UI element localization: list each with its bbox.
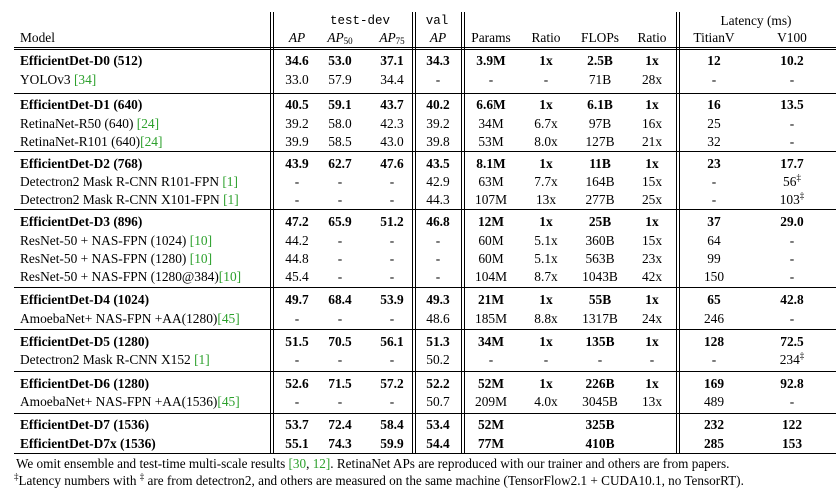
val-cell: - (435, 233, 441, 248)
v100-cell: 92.8 (780, 376, 804, 391)
table-row (0, 213, 840, 231)
header-v100: V100 (777, 30, 807, 45)
ap50-cell: - (337, 394, 343, 409)
v100-cell: 72.5 (780, 334, 804, 349)
table-hrule (14, 151, 836, 152)
flops-cell: 71B (588, 72, 612, 87)
ap-cell: - (294, 352, 300, 367)
flops-cell: 11B (589, 156, 611, 171)
params-cell: 3.9M (476, 53, 506, 68)
table-row (0, 333, 840, 351)
r1-cell: 4.0x (534, 394, 558, 409)
val-cell: - (435, 72, 441, 87)
r2-cell: 1x (645, 334, 659, 349)
table-row (0, 393, 840, 411)
params-cell: 6.6M (476, 97, 506, 112)
v100-cell: - (789, 269, 795, 284)
model-cell: Detectron2 Mask R-CNN R101-FPN [1] (20, 174, 238, 189)
table-row (0, 191, 840, 209)
r1-cell: 1x (539, 214, 553, 229)
tv-cell: 232 (703, 417, 725, 432)
r2-cell (630, 435, 674, 453)
tv-cell: 64 (707, 233, 721, 248)
val-cell: 39.2 (426, 116, 450, 131)
model-cell: YOLOv3 [34] (20, 72, 97, 87)
ap-cell: 44.8 (285, 251, 309, 266)
val-cell: 43.5 (426, 156, 450, 171)
r1-cell: 8.7x (534, 269, 558, 284)
v100-cell: 234‡ (779, 350, 805, 367)
header-testdev: test-dev (329, 14, 390, 28)
r2-cell: 42x (641, 269, 663, 284)
tv-cell: - (711, 192, 717, 207)
ap75-cell: 37.1 (380, 53, 404, 68)
flops-cell: 55B (588, 292, 612, 307)
model-cell: EfficientDet-D1 (640) (20, 97, 143, 112)
table-row (0, 375, 840, 393)
ap-cell: - (294, 192, 300, 207)
tv-cell: 128 (703, 334, 725, 349)
model-cell: ResNet-50 + NAS-FPN (1280) [10] (20, 251, 213, 266)
ap50-cell: - (337, 192, 343, 207)
flops-cell: 563B (585, 251, 615, 266)
val-cell: 50.7 (426, 394, 450, 409)
r2-cell: 13x (641, 394, 663, 409)
v100-cell: - (789, 116, 795, 131)
ap75-cell: - (389, 174, 395, 189)
tv-cell: 23 (707, 156, 721, 171)
r1-cell: 5.1x (534, 233, 558, 248)
model-cell: EfficientDet-D7x (1536) (20, 436, 156, 451)
val-cell: 34.3 (426, 53, 450, 68)
params-cell: 104M (475, 269, 507, 284)
ap50-cell: - (337, 251, 343, 266)
r2-cell (630, 416, 674, 434)
table-row (0, 310, 840, 328)
flops-cell: 2.5B (587, 53, 613, 68)
ap75-cell: 42.3 (380, 116, 404, 131)
table-vrule (412, 12, 413, 453)
header-model: Model (20, 30, 55, 45)
tv-cell: 285 (703, 436, 725, 451)
table-hrule (14, 413, 836, 414)
tv-cell: - (711, 72, 717, 87)
val-cell: 42.9 (426, 174, 450, 189)
header-ap: AP (288, 30, 306, 45)
val-cell: 44.3 (426, 192, 450, 207)
table-vrule (273, 12, 274, 453)
footnote-line-1: We omit ensemble and test-time multi-scale results [30, 12]. RetinaNet APs are reproduced with our trainer and others are from papers. (16, 456, 730, 471)
model-cell: AmoebaNet+ NAS-FPN +AA(1280)[45] (20, 311, 240, 326)
ap-cell: - (294, 311, 300, 326)
model-cell: ResNet-50 + NAS-FPN (1024) [10] (20, 233, 213, 248)
ap75-cell: 53.9 (380, 292, 404, 307)
ap50-cell: - (337, 233, 343, 248)
model-cell: EfficientDet-D0 (512) (20, 53, 143, 68)
params-cell: - (488, 72, 494, 87)
r1-cell: 5.1x (534, 251, 558, 266)
ap-cell: 34.6 (285, 53, 309, 68)
params-cell: 77M (477, 436, 505, 451)
params-cell: 63M (478, 174, 504, 189)
ap-cell: - (294, 174, 300, 189)
ap-cell: 39.9 (285, 134, 309, 149)
flops-cell: 226B (585, 376, 615, 391)
tv-cell: 12 (707, 53, 721, 68)
r2-cell: 1x (645, 292, 659, 307)
ap75-cell: 59.9 (380, 436, 404, 451)
v100-cell: 103‡ (779, 190, 805, 207)
v100-cell: 42.8 (780, 292, 804, 307)
table-row (0, 232, 840, 250)
model-cell: Detectron2 Mask R-CNN X101-FPN [1] (20, 192, 239, 207)
r1-cell: 1x (539, 156, 553, 171)
table-hrule (14, 49, 836, 50)
r2-cell: 15x (641, 233, 663, 248)
params-cell: 21M (477, 292, 505, 307)
model-cell: ResNet-50 + NAS-FPN (1280@384)[10] (20, 269, 242, 284)
tv-cell: - (711, 174, 717, 189)
flops-cell: 410B (585, 436, 615, 451)
table-row (0, 155, 840, 173)
ap-cell: 39.2 (285, 116, 309, 131)
table-vrule (679, 12, 680, 453)
params-cell: 60M (478, 233, 504, 248)
v100-cell: 29.0 (780, 214, 804, 229)
ap-cell: 49.7 (285, 292, 309, 307)
ap75-cell: - (389, 352, 395, 367)
ap50-cell: 58.0 (328, 116, 352, 131)
table-row (0, 115, 840, 133)
model-cell: EfficientDet-D4 (1024) (20, 292, 150, 307)
tv-cell: 25 (707, 116, 721, 131)
ap-cell: 44.2 (285, 233, 309, 248)
val-cell: 53.4 (426, 417, 450, 432)
v100-cell: 17.7 (780, 156, 804, 171)
r1-cell: 1x (539, 334, 553, 349)
ap50-cell: - (337, 352, 343, 367)
ap-cell: 45.4 (285, 269, 309, 284)
footnote-line-2: ‡Latency numbers with ‡ are from detectron2, and others are measured on the same machine (TensorFlow2.1 + CUDA10.1, no TensorRT). (14, 471, 744, 488)
ap50-cell: 65.9 (328, 214, 352, 229)
ap50-cell: 58.5 (328, 134, 352, 149)
header-params: Params (471, 30, 511, 45)
r1-cell (524, 416, 568, 434)
r1-cell: 6.7x (534, 116, 558, 131)
r2-cell: 15x (641, 174, 663, 189)
tv-cell: 37 (707, 214, 721, 229)
header-flops: FLOPs (581, 30, 619, 45)
r2-cell: 1x (645, 53, 659, 68)
val-cell: 46.8 (426, 214, 450, 229)
model-cell: EfficientDet-D2 (768) (20, 156, 143, 171)
params-cell: - (488, 352, 494, 367)
v100-cell: - (789, 72, 795, 87)
val-cell: 54.4 (426, 436, 450, 451)
flops-cell: 325B (585, 417, 615, 432)
table-hrule (14, 287, 836, 288)
header-titianv: TitianV (693, 30, 735, 45)
val-cell: 49.3 (426, 292, 450, 307)
params-cell: 34M (478, 116, 504, 131)
r1-cell: 7.7x (534, 174, 558, 189)
r1-cell: 1x (539, 53, 553, 68)
r2-cell: 1x (645, 156, 659, 171)
table-row (0, 250, 840, 268)
params-cell: 52M (477, 376, 505, 391)
table-hrule (14, 93, 836, 94)
ap75-cell: 51.2 (380, 214, 404, 229)
params-cell: 34M (477, 334, 505, 349)
ap50-cell: 71.5 (328, 376, 352, 391)
flops-cell: 164B (585, 174, 615, 189)
r2-cell: 1x (645, 376, 659, 391)
ap-cell: 43.9 (285, 156, 309, 171)
header-val: val (425, 14, 449, 28)
r2-cell: 23x (641, 251, 663, 266)
header-val-ap: AP (429, 30, 447, 45)
v100-cell: - (789, 311, 795, 326)
table-row (0, 351, 840, 369)
ap50-cell: 72.4 (328, 417, 352, 432)
flops-cell: 3045B (582, 394, 618, 409)
r2-cell: - (649, 352, 655, 367)
ap75-cell: - (389, 269, 395, 284)
ap50-cell: 53.0 (328, 53, 352, 68)
ap75-cell: 43.7 (380, 97, 404, 112)
model-cell: EfficientDet-D6 (1280) (20, 376, 150, 391)
flops-cell: - (597, 352, 603, 367)
val-cell: - (435, 269, 441, 284)
r2-cell: 24x (641, 311, 663, 326)
table-row (0, 52, 840, 70)
params-cell: 209M (475, 394, 507, 409)
table-hrule (14, 371, 836, 372)
ap50-cell: 57.9 (328, 72, 352, 87)
model-cell: EfficientDet-D3 (896) (20, 214, 143, 229)
table-hrule (14, 47, 836, 48)
header-group-row (0, 12, 840, 30)
table-vrule (415, 12, 416, 453)
model-cell: EfficientDet-D5 (1280) (20, 334, 150, 349)
ap75-cell: 58.4 (380, 417, 404, 432)
flops-cell: 25B (588, 214, 612, 229)
ap50-cell: 59.1 (328, 97, 352, 112)
header-row (0, 29, 840, 47)
ap75-cell: - (389, 233, 395, 248)
ap50-cell: 70.5 (328, 334, 352, 349)
tv-cell: 150 (703, 269, 725, 284)
ap50-cell: - (337, 174, 343, 189)
r1-cell: 8.8x (534, 311, 558, 326)
flops-cell: 6.1B (587, 97, 613, 112)
model-cell: RetinaNet-R101 (640)[24] (20, 134, 163, 149)
tv-cell: 169 (703, 376, 725, 391)
params-cell: 107M (475, 192, 507, 207)
tv-cell: 99 (707, 251, 721, 266)
flops-cell: 97B (588, 116, 612, 131)
params-cell: 52M (477, 417, 505, 432)
ap-cell: - (294, 394, 300, 409)
model-cell: RetinaNet-R50 (640) [24] (20, 116, 160, 131)
model-cell: Detectron2 Mask R-CNN X152 [1] (20, 352, 210, 367)
ap-cell: 33.0 (285, 72, 309, 87)
r1-cell: 8.0x (534, 134, 558, 149)
ap75-cell: - (389, 251, 395, 266)
ap50-cell: 74.3 (328, 436, 352, 451)
r1-cell: 1x (539, 292, 553, 307)
v100-cell: 56‡ (783, 172, 801, 189)
val-cell: 39.8 (426, 134, 450, 149)
header-ratio1: Ratio (531, 30, 561, 45)
flops-cell: 127B (585, 134, 615, 149)
ap-cell: 47.2 (285, 214, 309, 229)
ap50-cell: - (337, 269, 343, 284)
params-cell: 53M (478, 134, 504, 149)
ap-cell: 52.6 (285, 376, 309, 391)
ap50-cell: 68.4 (328, 292, 352, 307)
table-hrule (14, 453, 836, 454)
params-cell: 12M (477, 214, 505, 229)
val-cell: 50.2 (426, 352, 450, 367)
v100-cell: - (789, 233, 795, 248)
r2-cell: 28x (641, 72, 663, 87)
val-cell: 51.3 (426, 334, 450, 349)
table-row (0, 96, 840, 114)
r2-cell: 1x (645, 214, 659, 229)
tv-cell: 32 (707, 134, 721, 149)
table-row (0, 71, 840, 89)
v100-cell: 13.5 (780, 97, 804, 112)
ap75-cell: 56.1 (380, 334, 404, 349)
ap75-cell: - (389, 192, 395, 207)
header-ratio2: Ratio (637, 30, 667, 45)
ap50-cell: - (337, 311, 343, 326)
ap50-cell: 62.7 (328, 156, 352, 171)
v100-cell: 122 (781, 417, 803, 432)
v100-cell: 153 (781, 436, 803, 451)
r1-cell: 1x (539, 97, 553, 112)
r1-cell: - (543, 72, 549, 87)
ap-cell: 53.7 (285, 417, 309, 432)
flops-cell: 1317B (582, 311, 618, 326)
table-row (0, 416, 840, 434)
table-row (0, 435, 840, 453)
ap75-cell: - (389, 311, 395, 326)
ap-cell: 51.5 (285, 334, 309, 349)
r2-cell: 1x (645, 97, 659, 112)
ap75-cell: 47.6 (380, 156, 404, 171)
val-cell: 48.6 (426, 311, 450, 326)
table-vrule (464, 12, 465, 453)
r1-cell: 1x (539, 376, 553, 391)
r2-cell: 25x (641, 192, 663, 207)
v100-cell: - (789, 134, 795, 149)
params-cell: 8.1M (476, 156, 506, 171)
flops-cell: 277B (585, 192, 615, 207)
params-cell: 60M (478, 251, 504, 266)
tv-cell: 65 (707, 292, 721, 307)
v100-cell: 10.2 (780, 53, 804, 68)
table-vrule (461, 12, 462, 453)
tv-cell: - (711, 352, 717, 367)
header-ap75: $AP_{75}$ (379, 30, 405, 46)
r1-cell: - (543, 352, 549, 367)
table-row (0, 268, 840, 286)
model-cell: EfficientDet-D7 (1536) (20, 417, 150, 432)
val-cell: - (435, 251, 441, 266)
v100-cell: - (789, 394, 795, 409)
flops-cell: 360B (585, 233, 615, 248)
table-row (0, 173, 840, 191)
table-row (0, 291, 840, 309)
table-vrule (270, 12, 271, 453)
tv-cell: 489 (703, 394, 725, 409)
table-hrule (14, 329, 836, 330)
r1-cell (524, 435, 568, 453)
ap75-cell: 57.2 (380, 376, 404, 391)
flops-cell: 135B (585, 334, 615, 349)
val-cell: 40.2 (426, 97, 450, 112)
ap75-cell: 34.4 (380, 72, 404, 87)
header-latency: Latency (ms) (720, 13, 792, 28)
ap75-cell: - (389, 394, 395, 409)
ap-cell: 55.1 (285, 436, 309, 451)
r2-cell: 21x (641, 134, 663, 149)
val-cell: 52.2 (426, 376, 450, 391)
v100-cell: - (789, 251, 795, 266)
r1-cell: 13x (535, 192, 557, 207)
tv-cell: 16 (707, 97, 721, 112)
ap-cell: 40.5 (285, 97, 309, 112)
tv-cell: 246 (703, 311, 725, 326)
table-row (0, 133, 840, 151)
r2-cell: 16x (641, 116, 663, 131)
params-cell: 185M (475, 311, 507, 326)
flops-cell: 1043B (582, 269, 618, 284)
ap75-cell: 43.0 (380, 134, 404, 149)
model-cell: AmoebaNet+ NAS-FPN +AA(1536)[45] (20, 394, 240, 409)
table-hrule (14, 209, 836, 210)
table-vrule (676, 12, 677, 453)
header-ap50: $AP_{50}$ (327, 30, 353, 46)
